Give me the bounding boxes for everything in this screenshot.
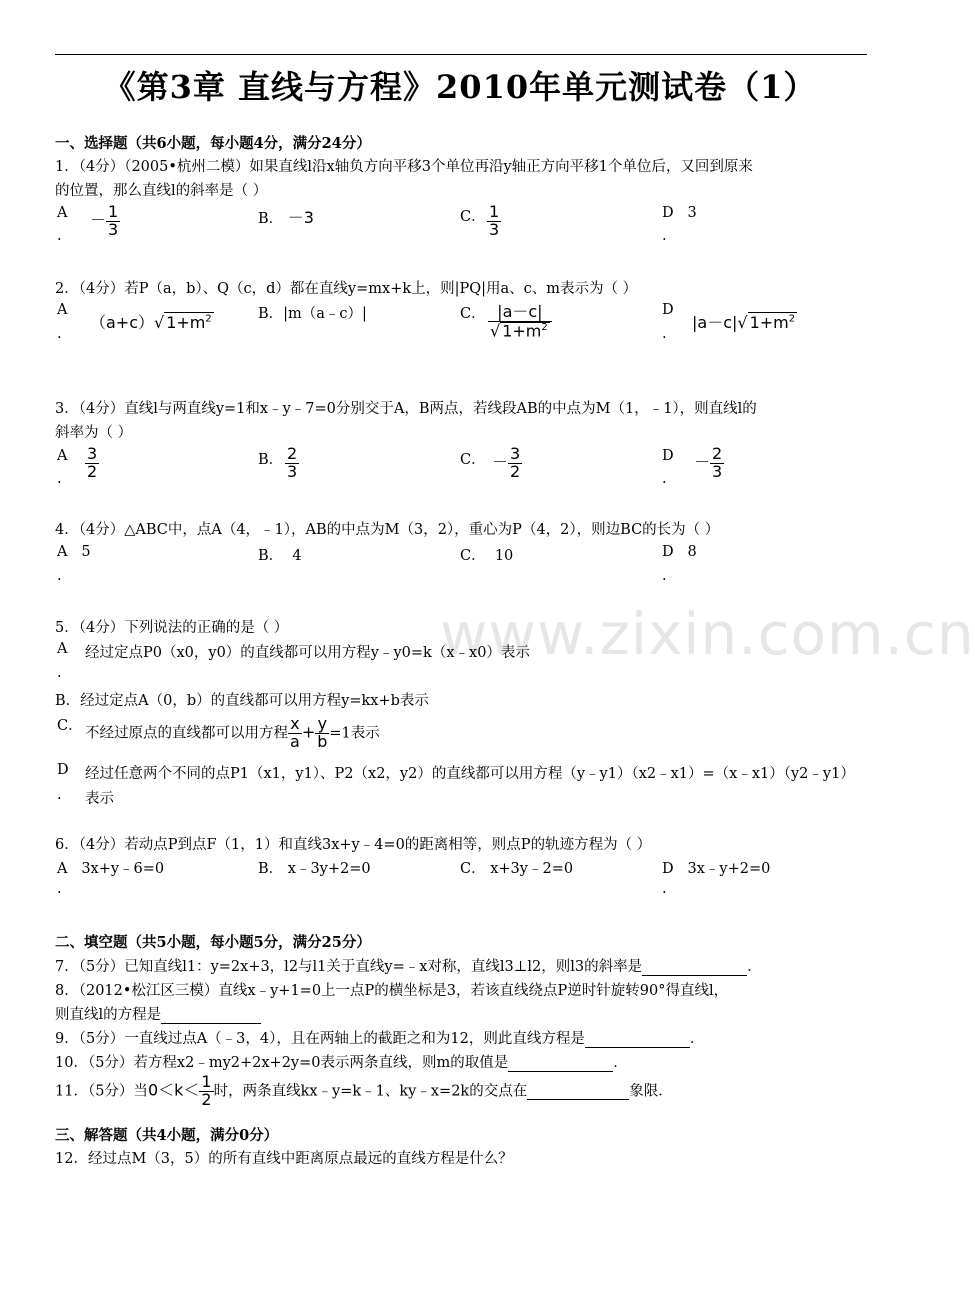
q6-stem: 6．（4分）若动点P到点F（1，1）和直线3x+y﹣4=0的距离相等，则点P的轨迹方程为（ ） (55, 837, 652, 853)
q5-option-a: 经过定点P0（x0，y0）的直线都可以用方程y﹣y0=k（x﹣x0）表示 (85, 645, 530, 661)
q2-option-a-label: A (57, 302, 68, 318)
q4-option-a-dot: . (57, 568, 62, 584)
q4-option-a: A 5 (57, 544, 91, 560)
page-title: 《第3章 直线与方程》2010年单元测试卷（1） (103, 68, 817, 106)
q3-stem-line1: 3．（4分）直线l与两直线y=1和x﹣y﹣7=0分别交于A，B两点，若线段AB的中点为M（1，﹣1），则直线l的 (55, 401, 757, 417)
q2-option-c-label: C． (460, 306, 486, 322)
q1-stem-line1: 1．（4分）（2005•杭州二模）如果直线l沿x轴负方向平移3个单位再沿y轴正方向平移1个单位后，又回到原来 (55, 159, 753, 175)
q5-option-a-dot: . (57, 665, 62, 681)
section-heading-fill: 二、填空题（共5小题，每小题5分，满分25分） (55, 934, 371, 951)
q6-option-b: B． x﹣3y+2=0 (258, 861, 371, 877)
q12-stem: 12．经过点M（3，5）的所有直线中距离原点最远的直线方程是什么？ (55, 1151, 513, 1167)
q6-option-d-dot: . (662, 881, 667, 897)
q7-line: 7．（5分）已知直线l1：y=2x+3，l2与l1关于直线y=﹣x对称，直线l3⊥l2，则l3的斜率是 ． (55, 959, 762, 975)
q3-option-d: － $\frac{2}{3}$ (694, 444, 723, 481)
q1-option-b: B． －3 (258, 208, 314, 227)
q6-option-d: D 3x﹣y+2=0 (662, 861, 771, 877)
q6-option-a-dot: . (57, 881, 62, 897)
q4-stem: 4．（4分）△ABC中，点A（4，﹣1），AB的中点为M（3，2），重心为P（4，2），则边BC的长为（ ） (55, 522, 720, 538)
q4-option-c: C． 10 (460, 548, 514, 564)
q6-option-a: A 3x+y﹣6=0 (57, 861, 165, 877)
q2-option-a: （a+c）√ $1+m^2$ (90, 313, 212, 332)
q5-option-c: 不经过原点的直线都可以用方程 $\frac{x}{a}$ + $\frac{y}{b}$ =1表示 (85, 714, 380, 751)
q1-option-d-dot: . (662, 228, 667, 244)
q8-line2: 则直线l的方程是 (55, 1003, 261, 1024)
q4-option-d-dot: . (662, 568, 667, 584)
q1-option-d: D 3 (662, 205, 697, 221)
q4-option-b: B． 4 (258, 548, 302, 564)
q2-option-b: B．|m（a﹣c）| (258, 306, 367, 322)
q3-option-a-label: A (57, 448, 68, 464)
q1-option-a-label: A (57, 205, 68, 221)
q1-stem-line2: 的位置，那么直线l的斜率是（ ） (55, 183, 268, 199)
q3-option-d-dot: . (662, 471, 667, 487)
top-rule (55, 54, 867, 55)
q3-option-b-label: B． (258, 452, 284, 468)
q5-option-d-label: D (57, 762, 69, 778)
q2-option-a-dot: . (57, 326, 62, 342)
q5-option-b: B．经过定点A（0，b）的直线都可以用方程y=kx+b表示 (55, 693, 429, 709)
section-heading-answer: 三、解答题（共4小题，满分0分） (55, 1127, 279, 1144)
q3-option-b: $\frac{2}{3}$ (287, 444, 298, 481)
q5-option-d-cont: 表示 (85, 791, 114, 807)
q9-line: 9．（5分）一直线过点A（﹣3，4），且在两轴上的截距之和为12，则此直线方程是 ． (55, 1031, 705, 1047)
watermark: www.zixin.com.cn (440, 600, 975, 668)
q2-option-d-label: D (662, 302, 674, 318)
q5-option-d-dot: . (57, 787, 62, 803)
q3-option-d-label: D (662, 448, 674, 464)
q5-option-a-label: A (57, 641, 68, 657)
q8-line1: 8．（2012•松江区三模）直线x﹣y+1=0上一点P的横坐标是3，若该直线绕点P逆时针旋转90°得直线l， (55, 983, 729, 999)
q2-stem: 2．（4分）若P（a，b）、Q（c，d）都在直线y=mx+k上，则|PQ|用a、c、m表示为（ ） (55, 281, 638, 297)
q11-line: 11．（5分）当0＜k＜ $\frac{1}{2}$ 时，两条直线kx﹣y=k﹣1、ky﹣x=2k的交点在 象限． (55, 1072, 673, 1109)
q2-option-c: $\frac{|a-c|}{√ 1+m^2}$ (488, 304, 552, 340)
q1-option-a-dot: . (57, 228, 62, 244)
section-heading-choice: 一、选择题（共6小题，每小题4分，满分24分） (55, 135, 371, 152)
q3-option-a-dot: . (57, 471, 62, 487)
q1-option-c-label: C． (460, 209, 486, 225)
q2-option-d: |a－c|√ $1+m^2$ (692, 313, 796, 332)
q4-option-d: D 8 (662, 544, 697, 560)
q3-option-a: $\frac{3}{2}$ (87, 444, 98, 481)
q3-option-c: － $\frac{3}{2}$ (492, 444, 521, 481)
q10-line: 10．（5分）若方程x2﹣my2+2x+2y=0表示两条直线，则m的取值是 ． (55, 1055, 628, 1071)
q3-option-c-label: C． (460, 452, 486, 468)
q5-option-c-label: C． (57, 718, 83, 734)
q6-option-c: C． x+3y﹣2=0 (460, 861, 574, 877)
q3-stem-line2: 斜率为（ ） (55, 425, 133, 441)
q2-option-d-dot: . (662, 326, 667, 342)
q5-option-d: 经过任意两个不同的点P1（x1，y1）、P2（x2，y2）的直线都可以用方程（y﹣y1）（x2﹣x1）=（x﹣x1）（y2﹣y1） (85, 766, 855, 782)
q1-option-c: $\frac{1}{3}$ (489, 202, 500, 239)
q5-stem: 5．（4分）下列说法的正确的是（ ） (55, 620, 289, 636)
q1-option-a: － $\frac{1}{3}$ (90, 202, 119, 239)
